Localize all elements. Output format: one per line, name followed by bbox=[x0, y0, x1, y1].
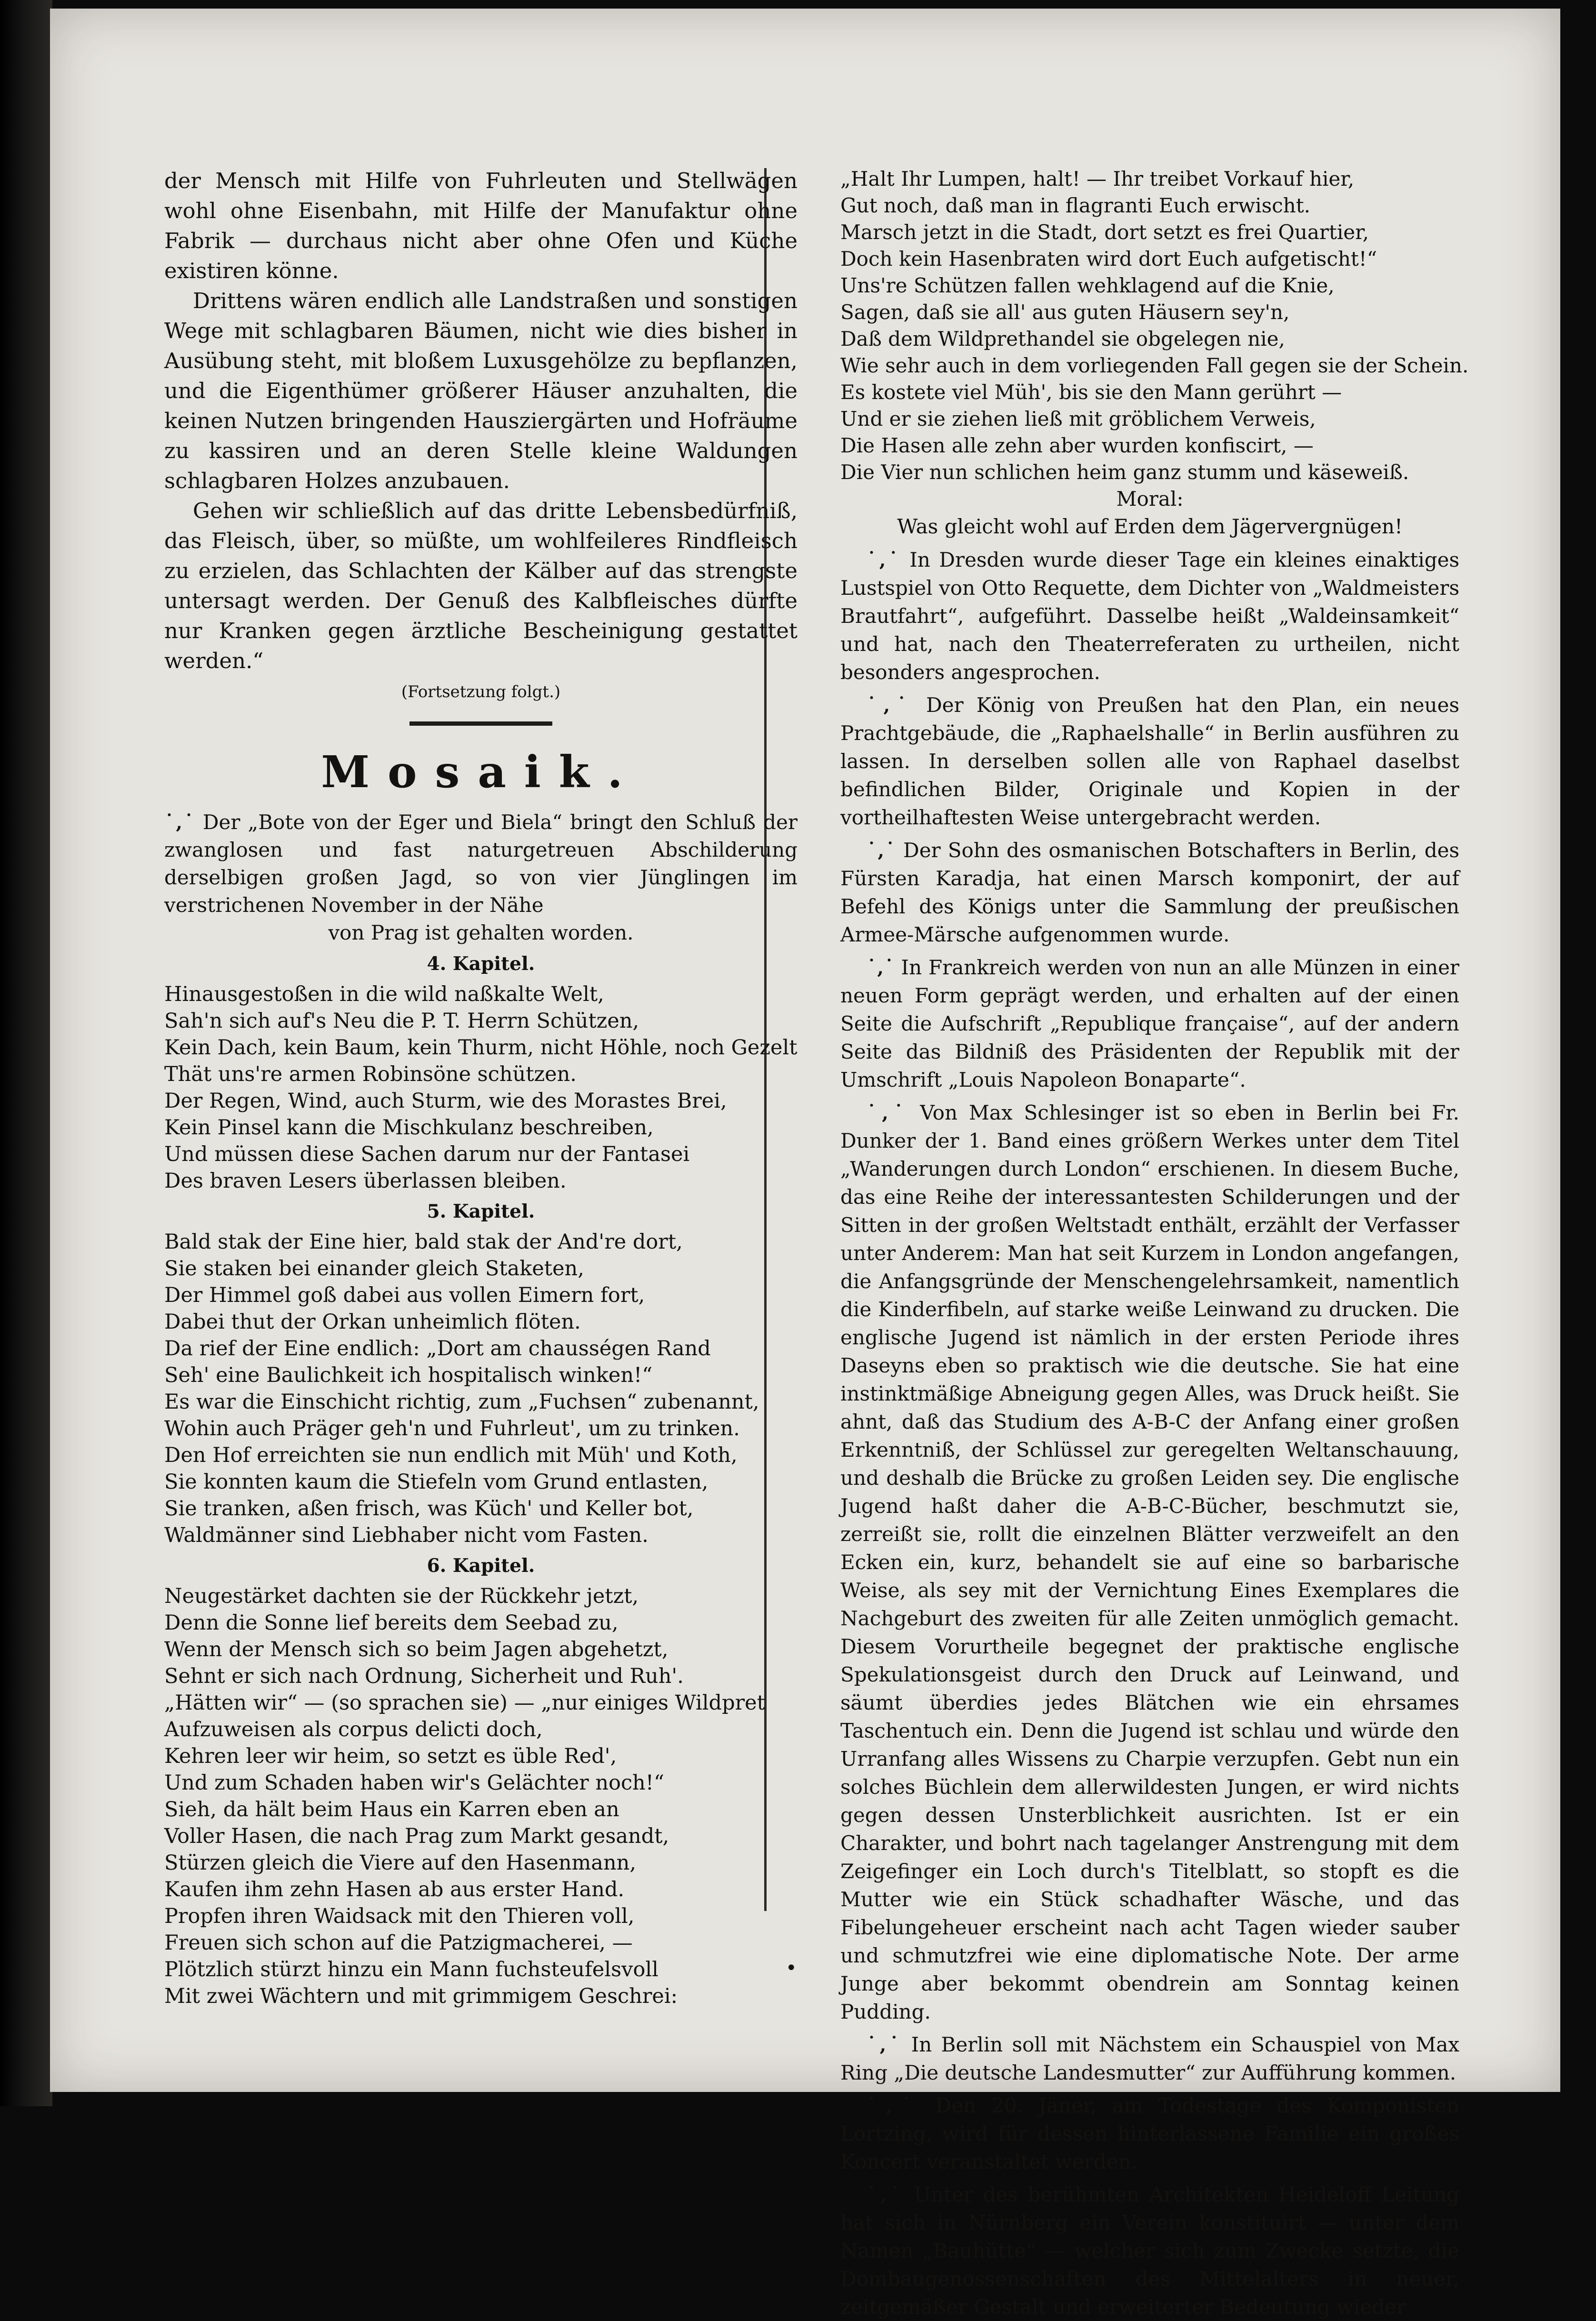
news-item-bauhuette bbox=[840, 2181, 1459, 2321]
section-title-mosaik: Mosaik. bbox=[321, 746, 641, 798]
item-marker: ˙‚˙ bbox=[164, 810, 195, 834]
news-item-france-coins bbox=[840, 953, 1459, 1094]
verse-line: Bald stak der Eine hier, bald stak der And're dort, bbox=[164, 1230, 683, 1254]
news-item-dresden bbox=[840, 546, 1459, 686]
chapter-4-heading: 4. Kapitel. bbox=[427, 953, 535, 975]
verse-line: Sah'n sich auf's Neu die P. T. Herrn Schützen, bbox=[164, 1009, 639, 1033]
paragraph-meat: Gehen wir schließlich auf das dritte Lebensbedürfniß, das Fleisch, über, so müßte, um wohlfeileres Rindfleisch zu erzielen, das Schlachten der Kälber auf das strengste untersagt werden. Der Genuß des Kalbfleisches dürfte nur Kranken gegen ärztliche Bescheinigung gestattet werden.“ bbox=[164, 498, 798, 673]
chapter-4-verse bbox=[164, 981, 798, 1194]
verse-line: Voller Hasen, die nach Prag zum Markt gesandt, bbox=[164, 1824, 669, 1848]
verse-line: Der Himmel goß dabei aus vollen Eimern fort, bbox=[164, 1283, 645, 1307]
bottom-dot: • bbox=[786, 1957, 797, 1979]
verse-line: Aufzuweisen als corpus delicti doch, bbox=[164, 1718, 543, 1741]
verse-line: Sieh, da hält beim Haus ein Karren eben an bbox=[164, 1798, 619, 1821]
verse-line: Und müssen diese Sachen darum nur der Fantasei bbox=[164, 1142, 690, 1166]
verse-line: Seh' eine Baulichkeit ich hospitalisch winken!“ bbox=[164, 1363, 653, 1387]
verse-line: Thät uns're armen Robinsöne schützen. bbox=[164, 1062, 577, 1086]
verse-line: Propfen ihren Waidsack mit den Thieren voll, bbox=[164, 1904, 635, 1928]
verse-line: Sehnt er sich nach Ordnung, Sicherheit und Ruh'. bbox=[164, 1664, 684, 1688]
right-column bbox=[840, 166, 1469, 2319]
verse-line: Sie staken bei einander gleich Staketen, bbox=[164, 1257, 584, 1281]
verse-line: Wenn der Mensch sich so beim Jagen abgehetzt, bbox=[164, 1638, 668, 1661]
verse-line: Die Hasen alle zehn aber wurden konfiscirt, — bbox=[840, 434, 1314, 457]
news-item-text: Von Max Schlesinger ist so eben in Berlin bei Fr. Dunker der 1. Band eines größern Werkes unter dem Titel „Wanderungen durch London“ erschienen. In diesem Buche, das eine Reihe der interessantesten Schilderungen und der Sitten in der großen Weltstadt enthält, erzählt der Verfasser unter Anderem: Man hat seit Kurzem in London angefangen, die Anfangsgründe der Menschengelehrsamkeit, namentlich die Kinderfibeln, auf starke weiße Leinwand zu drucken. Die englische Jugend ist nämlich in der ersten Periode ihres Daseyns eben so praktisch wie die deutsche. Sie hat eine instinktmäßige Abneigung gegen Alles, was Druck heißt. Sie ahnt, daß das Studium des A-B-C der Anfang einer großen Erkenntniß, der Schlüssel zur geregelten Weltanschauung, und deshalb die Brücke zu großen Leiden sey. Die englische Jugend haßt daher die A-B-C-Bücher, beschmutzt sie, zerreißt sie, rollt die einzelnen Blätter verzweifelt an den Ecken ein, kurz, behandelt sie auf eine so barbarische Weise, als sey mit der Vernichtung Eines Exemplares die Nachgeburt des zweiten für alle Zeiten unmöglich gemacht. Diesem Vorurtheile begegnet der praktische englische Spekulationsgeist durch den Druck auf Leinwand, und säumt überdies jedes Blätchen wie ein ehrsames Taschentuch ein. Denn die Jugend ist schlau und würde den Urranfang alles Wissens zu Charpie verzupfen. Gebt nun ein solches Büchlein dem allerwildesten Jungen, er wird nichts gegen dessen Unsterblichkeit ausrichten. Ist er ein Charakter, und bohrt nach tagelanger Anstrengung mit dem Zeigefinger ein Loch durch's Titelblatt, so stopft es die Mutter wie ein Stück schadhafter Wäsche, und das Fibelungeheuer erscheint nach acht Tagen wieder sauber und schmutzfrei wie eine diplomatische Note. Der arme Junge aber bekommt obendrein am Sonntag keinen Pudding. bbox=[840, 1101, 1460, 2023]
moral-heading: Moral: bbox=[1116, 487, 1184, 510]
news-item-text: Der König von Preußen hat den Plan, ein neues Prachtgebäude, die „Raphaelshalle“ in Berlin ausführen zu lassen. In derselben sollen alle von Raphael daselbst befindlichen Bilder, Originale und Kopien in der vortheilhaftesten Weise untergebracht werden. bbox=[840, 693, 1459, 829]
verse-line: Kein Pinsel kann die Mischkulanz beschreiben, bbox=[164, 1116, 654, 1140]
verse-line: Freuen sich schon auf die Patzigmacherei, — bbox=[164, 1931, 633, 1955]
item-marker: ˙‚˙ bbox=[867, 2183, 904, 2206]
continued-note: (Fortsetzung folgt.) bbox=[401, 682, 561, 701]
news-item-london-book bbox=[840, 1099, 1459, 2026]
verse-line: Die Vier nun schlichen heim ganz stumm und käseweiß. bbox=[840, 460, 1409, 484]
chapter-5-verse bbox=[164, 1229, 798, 1549]
verse-line: Denn die Sonne lief bereits dem Seebad zu, bbox=[164, 1611, 618, 1635]
scan-edge-left bbox=[0, 0, 52, 2106]
verse-line: Gut noch, daß man in flagranti Euch erwischt. bbox=[840, 194, 1310, 217]
verse-line: Wie sehr auch in dem vorliegenden Fall gegen sie der Schein. bbox=[840, 354, 1469, 377]
verse-line: Des braven Lesers überlassen bleiben. bbox=[164, 1169, 567, 1193]
verse-line: Uns're Schützen fallen wehklagend auf die Knie, bbox=[840, 274, 1335, 297]
verse-line: Hinausgestoßen in die wild naßkalte Welt, bbox=[164, 982, 604, 1006]
news-item-text: In Dresden wurde dieser Tage ein kleines einaktiges Lustspiel von Otto Requette, dem Dichter von „Waldmeisters Brautfahrt“, aufgeführt. Dasselbe heißt „Waldeinsamkeit“ und hat, nach den Theaterreferaten zu urtheilen, nicht besonders angesprochen. bbox=[840, 548, 1459, 684]
mosaik-intro-last: von Prag ist gehalten worden. bbox=[328, 921, 634, 944]
verse-line: Kehren leer wir heim, so setzt es üble Red', bbox=[164, 1744, 617, 1768]
verse-line: Und zum Schaden haben wir's Gelächter noch!“ bbox=[164, 1771, 664, 1795]
news-item-karadja bbox=[840, 836, 1459, 949]
verse-line: Es kostete viel Müh', bis sie den Mann gerührt — bbox=[840, 380, 1342, 404]
verse-line: Sie tranken, aßen frisch, was Küch' und Keller bot, bbox=[164, 1497, 694, 1521]
verse-line: Mit zwei Wächtern und mit grimmigem Geschrei: bbox=[164, 1984, 678, 2008]
news-item-max-ring bbox=[840, 2031, 1459, 2087]
left-column bbox=[164, 166, 798, 2061]
item-marker: ˙‚˙ bbox=[867, 956, 895, 979]
news-item-lortzing bbox=[840, 2091, 1459, 2176]
item-marker: ˙‚˙ bbox=[867, 548, 901, 571]
verse-line: Da rief der Eine endlich: „Dort am chausségen Rand bbox=[164, 1337, 711, 1361]
chapter-6-heading: 6. Kapitel. bbox=[427, 1555, 535, 1577]
item-marker: ˙‚˙ bbox=[867, 839, 896, 862]
section-rule bbox=[409, 721, 552, 726]
verse-line: Kein Dach, kein Baum, kein Thurm, nicht Höhle, noch Gezelt bbox=[164, 1036, 798, 1060]
verse-line: Und er sie ziehen ließ mit gröblichem Verweis, bbox=[840, 407, 1316, 430]
item-marker: ˙‚˙ bbox=[867, 2094, 920, 2117]
verse-line: Stürzen gleich die Viere auf den Hasenmann, bbox=[164, 1851, 636, 1875]
news-item-raphaelshalle bbox=[840, 691, 1459, 831]
verse-line: Es war die Einschicht richtig, zum „Fuchsen“ zubenannt, bbox=[164, 1390, 759, 1414]
chapter-6-verse bbox=[164, 1583, 798, 2010]
verse-line: Daß dem Wildprethandel sie obgelegen nie, bbox=[840, 327, 1285, 350]
verse-line: „Halt Ihr Lumpen, halt! — Ihr treibet Vorkauf hier, bbox=[840, 167, 1355, 190]
mosaik-intro-text: Der „Bote von der Eger und Biela“ bringt den Schluß der zwanglosen und fast naturgetreuen Abschilderung derselbigen großen Jagd, so von vier Jünglingen im verstrichenen November in der Nähe bbox=[164, 810, 798, 917]
verse-line: Waldmänner sind Liebhaber nicht vom Fasten. bbox=[164, 1523, 648, 1547]
verse-line: Kaufen ihm zehn Hasen ab aus erster Hand. bbox=[164, 1878, 625, 1901]
item-marker: ˙‚˙ bbox=[867, 2033, 902, 2056]
paragraph-thirdly: Drittens wären endlich alle Landstraßen und sonstigen Wege mit schlagbaren Bäumen, nicht wie dies bisher in Ausübung steht, mit bloßem Luxusgehölze zu bepflanzen, und die Eigenthümer größerer Häuser anzuhalten, die keinen Nutzen bringenden Hausziergärten und Hofräume zu kassiren und an deren Stelle kleine Waldungen schlagbaren Holzes anzubauen. bbox=[164, 288, 798, 493]
chapter-6-verse-continued bbox=[840, 166, 1469, 486]
news-item-text: In Frankreich werden von nun an alle Münzen in einer neuen Form geprägt werden, und erhalten auf der einen Seite die Aufschrift „Republique française“, auf der andern Seite das Bildniß des Präsidenten der Republik mit der Umschrift „Louis Napoleon Bonaparte“. bbox=[840, 956, 1460, 1091]
paragraph-continued: der Mensch mit Hilfe von Fuhrleuten und Stellwägen wohl ohne Eisenbahn, mit Hilfe der Manufaktur ohne Fabrik — durchaus nicht aber ohne Ofen und Küche existiren könne. bbox=[164, 168, 798, 283]
news-item-text: Unter des berühmten Architekten Heideloff Leitung hat sich in Nürnberg ein Verein konstituirt — unter dem Namen „Bauhütte“ — welcher sich zum Zwecke setzte, die Dombaugenossenschaften des Mittelalters in neuer, zeitgemäßer Gestalt und erweiterter Bedeutung wieder bbox=[840, 2183, 1460, 2319]
verse-line: Der Regen, Wind, auch Sturm, wie des Morastes Brei, bbox=[164, 1089, 727, 1113]
news-item-text: Den 20. Jäner, am Todestage des Komponisten Lortzing, wird für dessen hinterlassene Familie ein großes Koncert veranstaltet werden. bbox=[840, 2094, 1459, 2173]
chapter-5-heading: 5. Kapitel. bbox=[427, 1201, 535, 1222]
verse-line: Doch kein Hasenbraten wird dort Euch aufgetischt!“ bbox=[840, 247, 1377, 270]
mosaik-intro bbox=[164, 809, 798, 947]
verse-line: Den Hof erreichten sie nun endlich mit Müh' und Koth, bbox=[164, 1443, 738, 1467]
verse-line: Plötzlich stürzt hinzu ein Mann fuchsteufelsvoll bbox=[164, 1958, 658, 1981]
item-marker: ˙‚˙ bbox=[867, 1101, 909, 1124]
verse-line: Wohin auch Präger geh'n und Fuhrleut', um zu trinken. bbox=[164, 1417, 740, 1441]
verse-line: „Hätten wir“ — (so sprachen sie) — „nur einiges Wildpret bbox=[164, 1691, 765, 1715]
verse-line: Sagen, daß sie all' aus guten Häusern sey'n, bbox=[840, 300, 1290, 324]
news-item-text: Der Sohn des osmanischen Botschafters in Berlin, des Fürsten Karadja, hat einen Marsch komponirt, der auf Befehl des Königs unter die Sammlung der preußischen Armee-Märsche aufgenommen wurde. bbox=[840, 839, 1459, 946]
verse-line: Marsch jetzt in die Stadt, dort setzt es frei Quartier, bbox=[840, 220, 1369, 244]
item-marker: ˙‚˙ bbox=[867, 693, 913, 717]
verse-line: Neugestärket dachten sie der Rückkehr jetzt, bbox=[164, 1584, 639, 1608]
news-item-text: In Berlin soll mit Nächstem ein Schauspiel von Max Ring „Die deutsche Landesmutter“ zur Aufführung kommen. bbox=[840, 2033, 1460, 2084]
verse-line: Sie konnten kaum die Stiefeln vom Grund entlasten, bbox=[164, 1470, 708, 1494]
verse-line: Dabei thut der Orkan unheimlich flöten. bbox=[164, 1310, 581, 1334]
moral-text: Was gleicht wohl auf Erden dem Jägervergnügen! bbox=[897, 515, 1403, 538]
newspaper-page bbox=[50, 9, 1560, 2319]
